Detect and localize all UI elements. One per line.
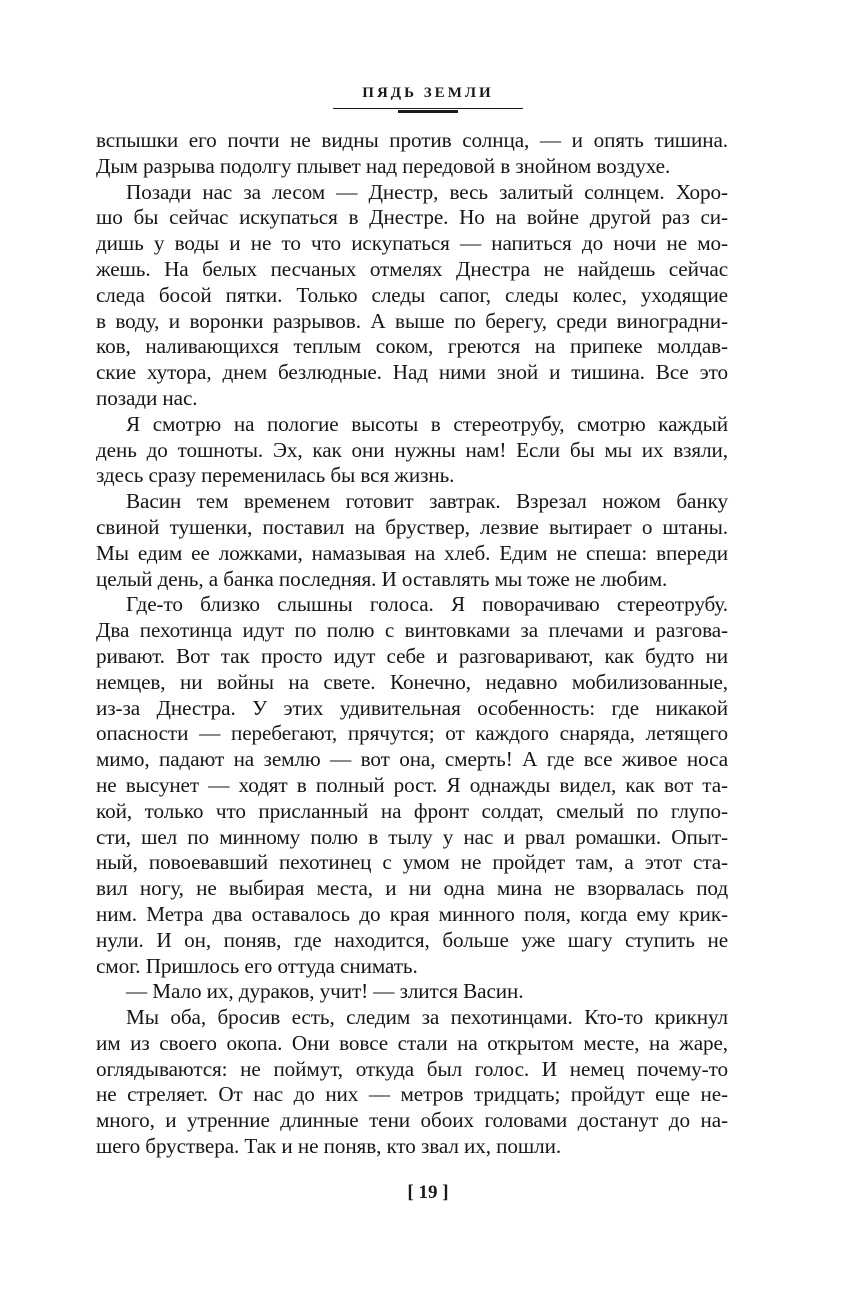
text-line: много, и утренние длинные тени обоих головами достанут до на- xyxy=(96,1108,728,1133)
text-line: смог. Пришлось его оттуда снимать. xyxy=(96,953,418,978)
text-line: здесь сразу переменилась бы вся жизнь. xyxy=(96,463,455,488)
text-line: следа босой пятки. Только следы сапог, следы колес, уходящие xyxy=(96,282,728,307)
text-line: ный, повоевавший пехотинец с умом не пройдет там, а этот ста- xyxy=(96,850,728,875)
text-line: вспышки его почти не видны против солнца, — и опять тишина. xyxy=(96,128,728,152)
text-line: нули. И он, поняв, где находится, больше уже шагу ступить не xyxy=(96,927,728,952)
text-line: кой, только что присланный на фронт солдат, смелый по глупо- xyxy=(96,798,728,823)
text-line: Я смотрю на пологие высоты в стереотрубу, смотрю каждый xyxy=(126,411,728,436)
text-line: ские хутора, днем безлюдные. Над ними зной и тишина. Все это xyxy=(96,360,728,385)
text-line: — Мало их, дураков, учит! — злится Васин. xyxy=(126,979,524,1004)
running-head-rule xyxy=(333,108,523,109)
body-text xyxy=(96,128,728,1160)
text-line: мимо, падают на землю — вот она, смерть! А где все живое носа xyxy=(96,747,728,772)
text-line: позади нас. xyxy=(96,385,198,410)
text-line: шего бруствера. Так и не поняв, кто звал их, пошли. xyxy=(96,1134,562,1159)
text-line: сти, шел по минному полю в тылу у нас и рвал ромашки. Опыт- xyxy=(96,824,728,849)
text-line: целый день, а банка последняя. И оставлять мы тоже не любим. xyxy=(96,566,668,591)
running-head-title: ПЯДЬ ЗЕМЛИ xyxy=(362,85,494,101)
text-line: немцев, ни войны на свете. Конечно, недавно мобилизованные, xyxy=(96,669,728,694)
text-line: Васин тем временем готовит завтрак. Взрезал ножом банку xyxy=(126,489,728,514)
text-line: Мы оба, бросив есть, следим за пехотинцами. Кто-то крикнул xyxy=(126,1005,728,1030)
text-line: им из своего окопа. Они вовсе стали на открытом месте, на жаре, xyxy=(96,1030,728,1055)
text-line: ков, наливающихся теплым соком, греются на припеке молдав- xyxy=(96,334,728,359)
text-line: день до тошноты. Эх, как они нужны нам! Если бы мы их взяли, xyxy=(96,437,728,462)
page-number: [ 19 ] xyxy=(407,1182,449,1203)
text-line: жешь. На белых песчаных отмелях Днестра не найдешь сейчас xyxy=(96,256,728,281)
text-line: из-за Днестра. У этих удивительная особенность: где никакой xyxy=(96,695,728,720)
text-line: не высунет — ходят в полный рост. Я однажды видел, как вот та- xyxy=(96,772,728,797)
running-head-rule-accent xyxy=(398,110,458,113)
text-line: Где-то близко слышны голоса. Я поворачиваю стереотрубу. xyxy=(126,592,728,617)
text-line: ривают. Вот так просто идут себе и разговаривают, как будто ни xyxy=(96,643,728,668)
text-line: Два пехотинца идут по полю с винтовками за плечами и разгова- xyxy=(96,618,728,643)
text-line: Мы едим ее ложками, намазывая на хлеб. Едим не спеша: впереди xyxy=(96,540,728,565)
text-line: дишь у воды и не то что искупаться — напиться до ночи не мо- xyxy=(96,231,728,256)
running-head xyxy=(0,84,856,102)
text-line: шо бы сейчас искупаться в Днестре. Но на войне другой раз си- xyxy=(96,205,728,230)
text-line: не стреляет. От нас до них — метров тридцать; пройдут еще не- xyxy=(96,1082,728,1107)
text-line: Позади нас за лесом — Днестр, весь залитый солнцем. Хоро- xyxy=(126,179,728,204)
text-line: свиной тушенки, поставил на бруствер, лезвие вытирает о штаны. xyxy=(96,514,728,539)
text-line: в воду, и воронки разрывов. А выше по берегу, среди виноградни- xyxy=(96,308,728,333)
text-line: оглядываются: не поймут, откуда был голос. И немец почему-то xyxy=(96,1056,728,1081)
text-line: вил ногу, не выбирая места, и ни одна мина не взорвалась под xyxy=(96,876,728,901)
text-line: опасности — перебегают, прячутся; от каждого снаряда, летящего xyxy=(96,721,728,746)
text-line: Дым разрыва подолгу плывет над передовой в знойном воздухе. xyxy=(96,153,671,178)
text-line: ним. Метра два оставалось до края минного поля, когда ему крик- xyxy=(96,901,728,926)
